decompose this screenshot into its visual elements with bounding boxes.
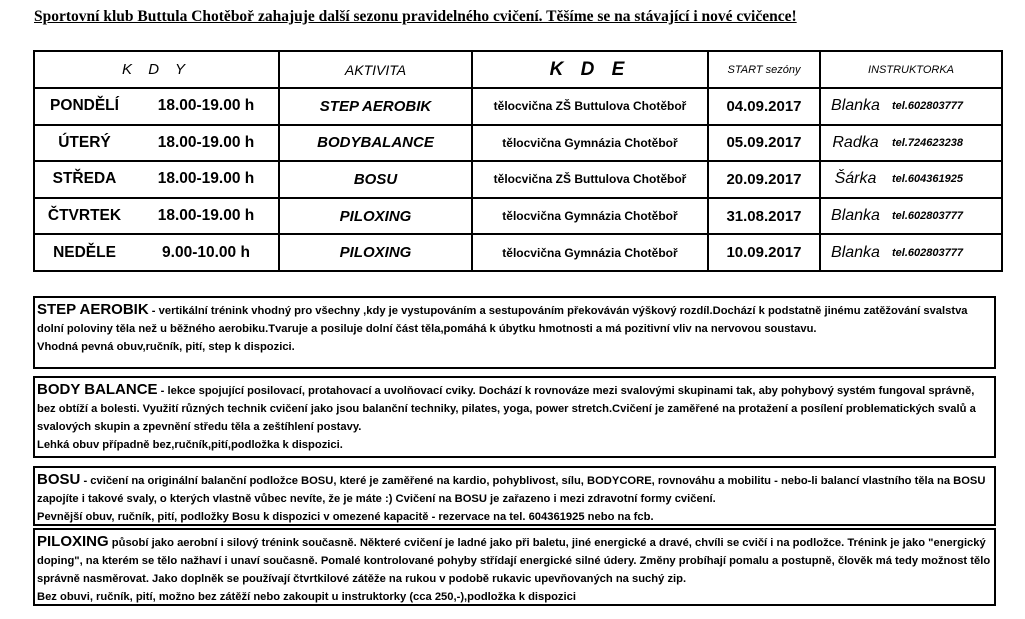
- row-time: 9.00-10.00 h: [134, 234, 279, 271]
- row-tel: tel.602803777: [890, 198, 1002, 235]
- table-row: [34, 88, 1002, 125]
- description-requirements: Pevnější obuv, ručník, pití, podložky Bosu k dispozici v omezené kapacitě - rezervace na tel. 604361925 nebo na fcb.: [37, 511, 654, 523]
- row-start: 31.08.2017: [708, 198, 820, 235]
- row-time: 18.00-19.00 h: [134, 125, 279, 162]
- description-text: - cvičení na originální balanční podložce BOSU, které je zaměřené na kardio, pohyblivost, sílu, BODYCORE, rovnováhu a mobilitu - nebo-li balancí vlastního těla na BOSU zapojíte i takové svaly, o kterých vlastně vůbec nevíte, že je máte :) Cvičení na BOSU je zařazeno i mezi zdravotní formy cvičení.: [37, 475, 986, 505]
- description-text: působí jako aerobní i silový trénink současně. Některé cvičení je ladné jako při baletu, jiné energické a dravé, chvíli se cvičí i na podložce. Trénink je jako "energický doping", na kterém se tělo nažhaví i unaví současně. Pomalé kontrolované pohyby střídají energické silné údery. Změny probíhají pomalu a postupně, člověk má tedy možnost tělo správně nasměrovat. Jako doplněk se používají čtvrtkilové zátěže na rukou v podobě rukavic upevňovaných na suchý zip.: [37, 537, 991, 585]
- row-tel: tel.604361925: [890, 161, 1002, 198]
- header-instruktorka: INSTRUKTORKA: [820, 51, 1002, 88]
- row-start: 04.09.2017: [708, 88, 820, 125]
- row-activity: STEP AEROBIK: [279, 88, 472, 125]
- row-place: tělocvična Gymnázia Chotěboř: [472, 125, 708, 162]
- description-bosu: [33, 466, 996, 526]
- row-day: STŘEDA: [34, 161, 134, 198]
- row-time: 18.00-19.00 h: [134, 88, 279, 125]
- header-aktivita: AKTIVITA: [279, 51, 472, 88]
- row-place: tělocvična ZŠ Buttulova Chotěboř: [472, 88, 708, 125]
- row-tel: tel.602803777: [890, 234, 1002, 271]
- table-row: [34, 234, 1002, 271]
- row-start: 20.09.2017: [708, 161, 820, 198]
- description-title: STEP AEROBIK: [37, 301, 149, 318]
- table-row: [34, 161, 1002, 198]
- row-time: 18.00-19.00 h: [134, 161, 279, 198]
- row-place: tělocvična ZŠ Buttulova Chotěboř: [472, 161, 708, 198]
- description-step-aerobik: [33, 296, 996, 369]
- header-kdy: K D Y: [34, 51, 279, 88]
- row-instructor: Šárka: [820, 161, 890, 198]
- table-header-row: [34, 51, 1002, 88]
- description-title: PILOXING: [37, 533, 109, 550]
- row-activity: PILOXING: [279, 198, 472, 235]
- header-start: START sezóny: [708, 51, 820, 88]
- row-tel: tel.724623238: [890, 125, 1002, 162]
- row-tel: tel.602803777: [890, 88, 1002, 125]
- schedule-table: [33, 50, 1003, 272]
- page-headline: Sportovní klub Buttula Chotěboř zahajuje další sezonu pravidelného cvičení. Těšíme se na stávající i nové cvičence!: [34, 8, 797, 25]
- row-place: tělocvična Gymnázia Chotěboř: [472, 198, 708, 235]
- row-activity: PILOXING: [279, 234, 472, 271]
- row-activity: BODYBALANCE: [279, 125, 472, 162]
- description-requirements: Bez obuvi, ručník, pití, možno bez zátěží nebo zakoupit u instruktorky (cca 250,-),podložka k dispozici: [37, 591, 576, 603]
- row-instructor: Blanka: [820, 198, 890, 235]
- row-instructor: Radka: [820, 125, 890, 162]
- row-time: 18.00-19.00 h: [134, 198, 279, 235]
- description-body-balance: [33, 376, 996, 458]
- description-text: - vertikální trénink vhodný pro všechny ,kdy je vystupováním a sestupováním překováván výškový rozdíl.Dochází k podstatně jinému zatěžování svalstva dolní poloviny těla než u běžného aerobiku.Tvaruje a posiluje dolní část těla,pomáhá k úbytku hmotnosti a má pozitivní vliv na nervovou soustavu.: [37, 305, 968, 335]
- description-piloxing: [33, 528, 996, 606]
- row-day: ČTVRTEK: [34, 198, 134, 235]
- row-day: NEDĚLE: [34, 234, 134, 271]
- header-kde: K D E: [472, 51, 708, 88]
- table-row: [34, 198, 1002, 235]
- description-title: BOSU: [37, 471, 81, 488]
- row-day: PONDĚLÍ: [34, 88, 134, 125]
- table-row: [34, 125, 1002, 162]
- row-day: ÚTERÝ: [34, 125, 134, 162]
- row-instructor: Blanka: [820, 234, 890, 271]
- row-start: 05.09.2017: [708, 125, 820, 162]
- description-title: BODY BALANCE: [37, 381, 158, 398]
- row-place: tělocvična Gymnázia Chotěboř: [472, 234, 708, 271]
- row-activity: BOSU: [279, 161, 472, 198]
- description-requirements: Lehká obuv případně bez,ručník,pití,podložka k dispozici.: [37, 439, 343, 451]
- description-text: - lekce spojující posilovací, protahovací a uvolňovací cviky. Dochází k rovnováze mezi svalovými skupinami tak, aby pohybový systém fungoval správně, bez obtíží a bolesti. Využití různých technik cvičení jako jsou balanční techniky, pilates, yoga, power stretch.Cvičení je zaměřené na protažení a posílení problematických svalů a svalových skupin a zpevnění středu těla a zeštíhlení postavy.: [37, 385, 976, 433]
- description-requirements: Vhodná pevná obuv,ručník, pití, step k dispozici.: [37, 341, 295, 353]
- row-instructor: Blanka: [820, 88, 890, 125]
- row-start: 10.09.2017: [708, 234, 820, 271]
